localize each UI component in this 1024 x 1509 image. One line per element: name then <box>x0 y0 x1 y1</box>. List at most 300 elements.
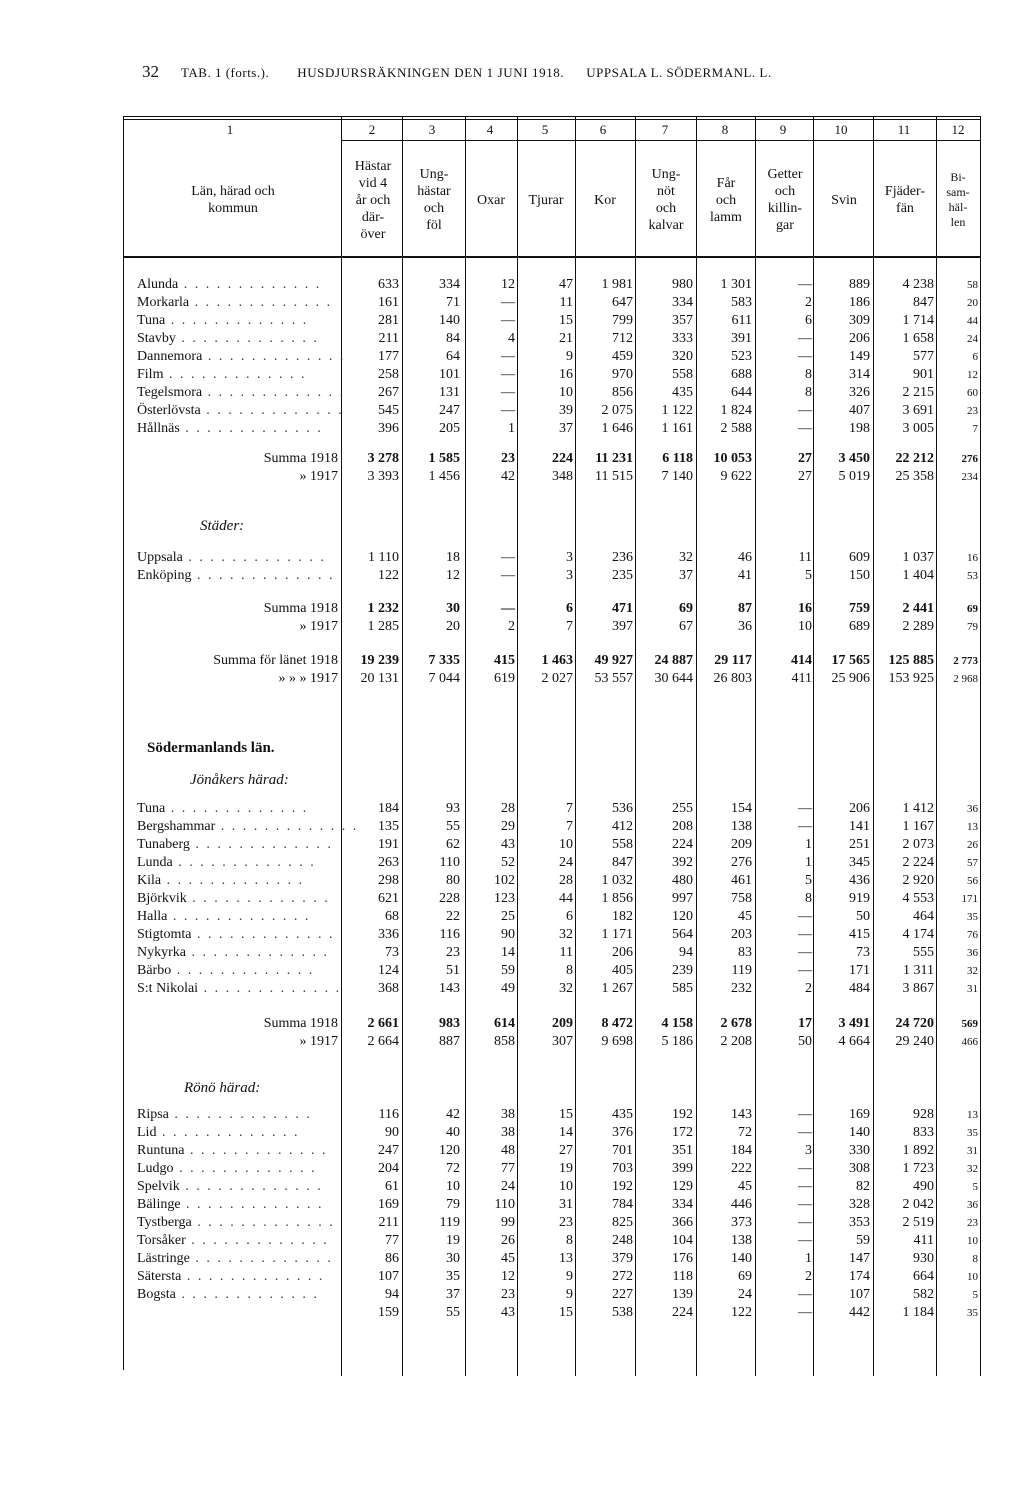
leader-dots: . . . . . . . . . . . . . <box>175 331 319 346</box>
row-label <box>137 1268 337 1286</box>
table-cell: 759 <box>849 601 870 616</box>
table-cell: 799 <box>612 313 633 328</box>
column-header: Län, härad och kommun <box>191 184 275 216</box>
table-cell: 29 <box>501 819 515 834</box>
table-cell: 353 <box>849 1215 870 1230</box>
row-label <box>137 818 359 836</box>
table-cell: 141 <box>849 819 870 834</box>
table-cell: 435 <box>612 1107 633 1122</box>
table-cell: 143 <box>439 981 460 996</box>
table-cell: — <box>501 295 515 310</box>
table-cell: 36 <box>967 947 978 959</box>
table-cell: 94 <box>385 1287 399 1302</box>
table-cell: — <box>798 1287 812 1302</box>
column-number: 7 <box>661 122 669 137</box>
table-cell: 7 <box>566 801 573 816</box>
table-cell: 8 <box>566 963 573 978</box>
colnum-rule <box>341 140 981 141</box>
table-cell: 2 208 <box>720 1034 752 1049</box>
section-stader: Städer: <box>200 518 245 534</box>
table-cell: 7 335 <box>428 653 460 668</box>
table-cell: 36 <box>967 803 978 815</box>
table-cell: 59 <box>501 963 515 978</box>
summary-label: Summa 1918 <box>263 601 338 616</box>
column-number: 9 <box>779 122 787 137</box>
table-cell: — <box>798 927 812 942</box>
table-cell: 411 <box>913 1233 934 1248</box>
table-cell: 997 <box>672 891 693 906</box>
table-cell: 26 <box>501 1233 515 1248</box>
table-cell: 23 <box>446 945 460 960</box>
column-number: 8 <box>721 122 729 137</box>
column-number: 2 <box>368 122 376 137</box>
table-cell: 227 <box>612 1287 633 1302</box>
table-cell: 523 <box>731 349 752 364</box>
row-label <box>137 366 337 384</box>
table-cell: 11 231 <box>595 451 633 466</box>
table-cell: 585 <box>672 981 693 996</box>
table-cell: 28 <box>501 801 515 816</box>
table-cell: 116 <box>439 927 460 942</box>
table-cell: 6 <box>566 601 573 616</box>
table-cell: 12 <box>967 369 978 381</box>
column-header: Hästar vid 4 år och där- över <box>354 158 392 242</box>
row-label <box>137 1142 337 1160</box>
table-cell: 611 <box>731 313 752 328</box>
table-cell: 1 122 <box>661 403 693 418</box>
table-cell: 86 <box>385 1251 399 1266</box>
column-header: Oxar <box>477 192 505 208</box>
table-cell: 169 <box>849 1107 870 1122</box>
table-cell: 93 <box>446 801 460 816</box>
row-label-text: S:t Nikolai <box>137 981 199 996</box>
table-cell: 619 <box>494 671 515 686</box>
table-cell: 14 <box>501 945 515 960</box>
table-cell: 27 <box>798 469 812 484</box>
table-cell: 107 <box>849 1287 870 1302</box>
column-number: 6 <box>599 122 607 137</box>
table-cell: 23 <box>967 1217 978 1229</box>
table-cell: 1 714 <box>902 313 934 328</box>
table-cell: 161 <box>378 295 399 310</box>
table-cell: — <box>798 945 812 960</box>
table-cell: 45 <box>738 1179 752 1194</box>
table-cell: — <box>798 1179 812 1194</box>
table-cell: 46 <box>738 550 752 565</box>
leader-dots: . . . . . . . . . . . . . <box>186 945 329 960</box>
row-label <box>137 980 342 998</box>
leader-dots: . . . . . . . . . . . . . <box>156 1125 300 1140</box>
table-cell: 211 <box>378 331 399 346</box>
table-cell: 577 <box>913 349 934 364</box>
table-cell: 1 285 <box>367 619 399 634</box>
table-cell: 348 <box>552 469 573 484</box>
table-cell: 1 585 <box>428 451 460 466</box>
summary-label: » 1917 <box>299 1034 338 1049</box>
table-cell: 9 <box>566 1287 573 1302</box>
table-cell: 222 <box>731 1161 752 1176</box>
table-cell: 435 <box>672 385 693 400</box>
table-cell: 69 <box>967 603 978 615</box>
table-cell: 56 <box>967 875 978 887</box>
leader-dots: . . . . . . . . . . . . . <box>202 349 346 364</box>
row-label <box>137 420 337 438</box>
table-cell: 3 867 <box>902 981 934 996</box>
table-cell: 276 <box>731 855 752 870</box>
summary-label: Summa 1918 <box>263 451 338 466</box>
summary-label: » 1917 <box>299 469 338 484</box>
table-cell: 123 <box>494 891 515 906</box>
table-cell: 308 <box>849 1161 870 1176</box>
table-cell: 118 <box>672 1269 693 1284</box>
table-cell: 192 <box>612 1179 633 1194</box>
table-cell: 2 224 <box>902 855 934 870</box>
row-label-text: Tuna <box>137 313 166 328</box>
leader-dots: . . . . . . . . . . . . . <box>185 1233 329 1248</box>
table-cell: 366 <box>672 1215 693 1230</box>
row-label <box>137 890 337 908</box>
table-cell: 970 <box>612 367 633 382</box>
table-cell: 42 <box>501 469 515 484</box>
table-cell: 5 019 <box>838 469 870 484</box>
table-cell: 1 311 <box>903 963 934 978</box>
table-cell: 120 <box>439 1143 460 1158</box>
table-cell: 582 <box>913 1287 934 1302</box>
table-cell: 32 <box>967 1163 978 1175</box>
table-cell: 12 <box>446 568 460 583</box>
row-label-text: Sätersta <box>137 1269 182 1284</box>
table-cell: 16 <box>559 367 573 382</box>
table-cell: 391 <box>731 331 752 346</box>
table-cell: 45 <box>738 909 752 924</box>
table-cell: 480 <box>672 873 693 888</box>
table-cell: — <box>501 568 515 583</box>
table-cell: 116 <box>378 1107 399 1122</box>
table-cell: 330 <box>849 1143 870 1158</box>
row-label <box>137 1304 337 1322</box>
table-cell: 3 <box>566 568 573 583</box>
table-cell: 10 <box>798 619 812 634</box>
table-cell: — <box>501 349 515 364</box>
summary-label: Summa för länet 1918 <box>213 653 338 668</box>
table-cell: 8 <box>805 367 812 382</box>
table-cell: 397 <box>612 619 633 634</box>
table-cell: 32 <box>679 550 693 565</box>
table-cell: 31 <box>967 1145 978 1157</box>
table-cell: 3 691 <box>902 403 934 418</box>
table-cell: 25 358 <box>895 469 934 484</box>
table-cell: 205 <box>439 421 460 436</box>
table-cell: 784 <box>612 1197 633 1212</box>
row-label <box>137 962 337 980</box>
table-cell: 2 042 <box>902 1197 934 1212</box>
table-cell: 4 238 <box>902 277 934 292</box>
table-cell: 2 073 <box>902 837 934 852</box>
table-cell: 7 <box>566 619 573 634</box>
section-rono: Rönö härad: <box>184 1080 261 1096</box>
table-cell: 159 <box>378 1305 399 1320</box>
table-cell: 83 <box>738 945 752 960</box>
table-cell: 484 <box>849 981 870 996</box>
table-cell: 140 <box>849 1125 870 1140</box>
table-cell: 1 301 <box>720 277 752 292</box>
table-cell: 14 <box>559 1125 573 1140</box>
leader-dots: . . . . . . . . . . . . . <box>189 1251 333 1266</box>
leader-dots: . . . . . . . . . . . . . <box>178 277 322 292</box>
table-cell: 76 <box>967 929 978 941</box>
table-cell: 211 <box>378 1215 399 1230</box>
table-cell: 3 450 <box>838 451 870 466</box>
table-cell: 184 <box>378 801 399 816</box>
row-label <box>137 384 346 402</box>
table-cell: 68 <box>385 909 399 924</box>
table-cell: 87 <box>738 601 752 616</box>
table-cell: — <box>798 1197 812 1212</box>
table-cell: 22 <box>446 909 460 924</box>
page-header <box>142 62 1002 82</box>
table-cell: 135 <box>378 819 399 834</box>
table-cell: 124 <box>378 963 399 978</box>
table-cell: 35 <box>967 911 978 923</box>
row-label-text: Alunda <box>137 277 179 292</box>
table-cell: 12 <box>501 1269 515 1284</box>
table-cell: 436 <box>849 873 870 888</box>
leader-dots: . . . . . . . . . . . . . <box>181 1269 325 1284</box>
row-label-text: Enköping <box>137 568 192 583</box>
row-label <box>137 836 337 854</box>
table-cell: 856 <box>612 385 633 400</box>
row-label-text: Tystberga <box>137 1215 192 1230</box>
table-cell: 412 <box>612 819 633 834</box>
table-cell: — <box>798 1215 812 1230</box>
table-cell: 3 005 <box>902 421 934 436</box>
table-cell: 79 <box>967 621 978 633</box>
table-cell: 73 <box>856 945 870 960</box>
table-cell: 15 <box>559 1107 573 1122</box>
table-cell: 102 <box>494 873 515 888</box>
table-cell: 41 <box>738 568 752 583</box>
table-cell: 224 <box>552 451 573 466</box>
table-cell: 10 <box>559 1179 573 1194</box>
table-cell: 13 <box>559 1251 573 1266</box>
table-cell: 6 118 <box>662 451 693 466</box>
table-cell: 17 565 <box>831 653 870 668</box>
row-label-text: Björkvik <box>137 891 187 906</box>
table-cell: 53 557 <box>594 671 633 686</box>
table-cell: 64 <box>446 349 460 364</box>
table-cell: 847 <box>913 295 934 310</box>
table-cell: 263 <box>378 855 399 870</box>
table-cell: 326 <box>849 385 870 400</box>
column-header: Ung- hästar och föl <box>417 167 451 233</box>
table-cell: 564 <box>672 927 693 942</box>
table-cell: 138 <box>731 1233 752 1248</box>
table-cell: 334 <box>439 277 460 292</box>
table-cell: 50 <box>798 1034 812 1049</box>
row-label-text: Bärbo <box>137 963 172 978</box>
table-cell: 703 <box>612 1161 633 1176</box>
table-cell: 61 <box>385 1179 399 1194</box>
table-cell: 176 <box>672 1251 693 1266</box>
row-label-text: Tegelsmora <box>137 385 203 400</box>
table-cell: 122 <box>731 1305 752 1320</box>
leader-dots: . . . . . . . . . . . . . <box>179 421 323 436</box>
row-label-text: Spelvik <box>137 1179 180 1194</box>
row-label <box>137 908 337 926</box>
table-cell: 38 <box>501 1125 515 1140</box>
leader-dots: . . . . . . . . . . . . . <box>180 1197 324 1212</box>
table-cell: 24 887 <box>654 653 693 668</box>
table-cell: 19 <box>559 1161 573 1176</box>
row-label <box>137 276 337 294</box>
table-cell: 4 158 <box>661 1016 693 1031</box>
leader-dots: . . . . . . . . . . . . . <box>172 855 316 870</box>
table-cell: 609 <box>849 550 870 565</box>
table-cell: 84 <box>446 331 460 346</box>
table-cell: 57 <box>967 857 978 869</box>
row-label-text: Stigtomta <box>137 927 192 942</box>
table-cell: 2 215 <box>902 385 934 400</box>
table-cell: 887 <box>439 1034 460 1049</box>
table-cell: — <box>798 331 812 346</box>
table-cell: 2 <box>508 619 515 634</box>
table-cell: 27 <box>798 451 812 466</box>
table-cell: — <box>798 963 812 978</box>
leader-dots: . . . . . . . . . . . . . <box>202 385 346 400</box>
table-cell: 55 <box>446 819 460 834</box>
table-cell: 334 <box>672 1197 693 1212</box>
table-cell: 415 <box>849 927 870 942</box>
table-cell: — <box>798 819 812 834</box>
table-cell: 689 <box>849 619 870 634</box>
table-cell: — <box>501 403 515 418</box>
table-cell: 583 <box>731 295 752 310</box>
row-label <box>137 800 337 818</box>
table-cell: 235 <box>612 568 633 583</box>
column-header: Tjurar <box>528 192 564 208</box>
table-cell: 150 <box>849 568 870 583</box>
column-header: Bi- sam- häl- len <box>946 170 970 229</box>
table-cell: 1 981 <box>601 277 633 292</box>
table-cell: 7 <box>566 819 573 834</box>
leader-dots: . . . . . . . . . . . . . <box>165 801 309 816</box>
table-cell: 29 117 <box>714 653 752 668</box>
row-label-text: Torsåker <box>137 1233 186 1248</box>
table-cell: 345 <box>849 855 870 870</box>
leader-dots: . . . . . . . . . . . . . <box>191 568 335 583</box>
table-cell: 2 968 <box>953 673 978 685</box>
table-cell: 177 <box>378 349 399 364</box>
page-number: 32 <box>142 62 159 81</box>
table-cell: 73 <box>385 945 399 960</box>
table-cell: 36 <box>738 619 752 634</box>
table-cell: 309 <box>849 313 870 328</box>
table-cell: 930 <box>913 1251 934 1266</box>
table-cell: 47 <box>559 277 573 292</box>
column-rule-12 <box>980 116 981 1376</box>
table-cell: 255 <box>672 801 693 816</box>
section-jonakers: Jönåkers härad: <box>190 772 289 788</box>
table-cell: 206 <box>849 331 870 346</box>
row-label <box>137 1214 337 1232</box>
table-cell: 1 856 <box>601 891 633 906</box>
table-cell: 980 <box>672 277 693 292</box>
leader-dots: . . . . . . . . . . . . . <box>191 927 335 942</box>
table-cell: 206 <box>612 945 633 960</box>
column-number: 3 <box>428 122 436 137</box>
table-cell: 45 <box>501 1251 515 1266</box>
table-cell: 4 <box>508 331 515 346</box>
table-cell: 2 075 <box>601 403 633 418</box>
table-cell: 9 <box>566 349 573 364</box>
table-cell: 1 658 <box>902 331 934 346</box>
table-cell: 10 <box>967 1271 978 1283</box>
table-cell: 314 <box>849 367 870 382</box>
table-cell: 4 664 <box>838 1034 870 1049</box>
table-cell: 94 <box>679 945 693 960</box>
table-cell: 399 <box>672 1161 693 1176</box>
table-cell: 1 167 <box>902 819 934 834</box>
summary-label: » 1917 <box>299 619 338 634</box>
table-cell: 2 027 <box>541 671 573 686</box>
row-label-text: Uppsala <box>137 550 183 565</box>
table-cell: 209 <box>731 837 752 852</box>
leader-dots: . . . . . . . . . . . . . <box>198 981 342 996</box>
table-cell: 23 <box>559 1215 573 1230</box>
table-cell: 101 <box>439 367 460 382</box>
table-cell: 16 <box>798 601 812 616</box>
leader-dots: . . . . . . . . . . . . . <box>184 1143 328 1158</box>
table-cell: — <box>501 550 515 565</box>
row-label <box>137 567 337 585</box>
left-border <box>123 116 124 1370</box>
row-label-text: Tuna <box>137 801 166 816</box>
table-cell: 236 <box>612 550 633 565</box>
row-label <box>137 944 337 962</box>
table-cell: — <box>501 601 515 616</box>
table-cell: 701 <box>612 1143 633 1158</box>
leader-dots: . . . . . . . . . . . . . <box>168 1107 312 1122</box>
table-cell: 10 <box>559 837 573 852</box>
leader-dots: . . . . . . . . . . . . . <box>191 1215 335 1230</box>
table-cell: 72 <box>446 1161 460 1176</box>
row-label-text: Runtuna <box>137 1143 185 1158</box>
table-cell: 49 927 <box>594 653 633 668</box>
table-cell: 147 <box>849 1251 870 1266</box>
table-cell: 37 <box>446 1287 460 1302</box>
table-cell: 1 171 <box>601 927 633 942</box>
table-cell: 19 239 <box>360 653 399 668</box>
table-cell: 11 <box>798 550 812 565</box>
table-cell: 5 <box>805 568 812 583</box>
table-cell: 1 456 <box>428 469 460 484</box>
table-label: TAB. 1 (forts.). <box>181 65 270 80</box>
table-cell: 1 032 <box>601 873 633 888</box>
leader-dots: . . . . . . . . . . . . . <box>200 403 344 418</box>
row-label <box>137 1250 337 1268</box>
table-cell: 4 553 <box>902 891 934 906</box>
table-cell: 1 267 <box>601 981 633 996</box>
table-cell: 2 664 <box>367 1034 399 1049</box>
table-cell: 919 <box>849 891 870 906</box>
table-cell: 336 <box>378 927 399 942</box>
table-cell: 171 <box>849 963 870 978</box>
table-cell: 1 037 <box>902 550 934 565</box>
table-cell: 1 <box>805 1251 812 1266</box>
table-cell: 24 <box>967 333 978 345</box>
leader-dots: . . . . . . . . . . . . . <box>165 313 309 328</box>
table-cell: 120 <box>672 909 693 924</box>
